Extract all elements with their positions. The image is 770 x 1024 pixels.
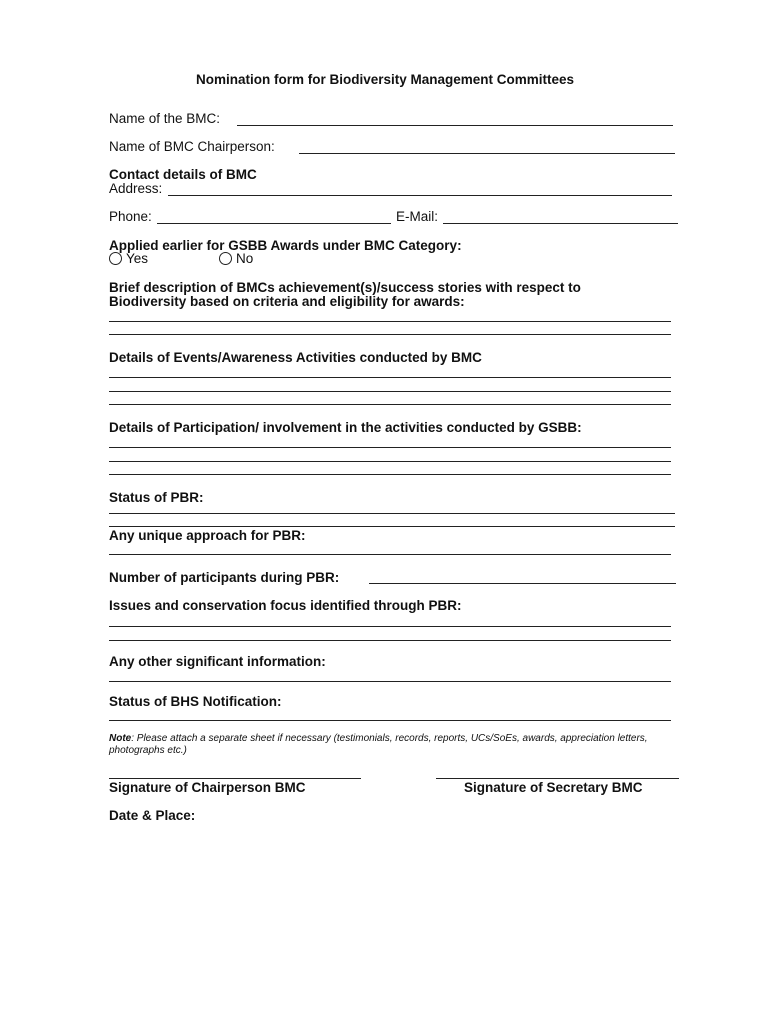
applied-yes-option[interactable]	[109, 251, 148, 266]
no-label: No	[236, 251, 254, 266]
participants-label: Number of participants during PBR:	[109, 570, 340, 585]
events-line-2[interactable]	[109, 391, 671, 392]
note-label: Note	[109, 733, 132, 744]
no-radio[interactable]	[219, 252, 232, 265]
chairperson-signature-label: Signature of Chairperson BMC	[109, 780, 306, 795]
email-field[interactable]	[443, 208, 678, 224]
secretary-signature-line[interactable]	[436, 778, 679, 779]
pbr-status-line-1[interactable]	[109, 513, 675, 514]
issues-line-1[interactable]	[109, 626, 671, 627]
chairperson-label: Name of BMC Chairperson:	[109, 139, 275, 154]
brief-line-2[interactable]	[109, 334, 671, 335]
contact-heading: Contact details of BMC	[109, 167, 257, 182]
chairperson-field[interactable]	[299, 138, 675, 154]
bmc-name-label: Name of the BMC:	[109, 111, 221, 126]
events-heading: Details of Events/Awareness Activities conducted by BMC	[109, 350, 482, 365]
pbr-status-heading: Status of PBR:	[109, 490, 204, 505]
phone-label: Phone:	[109, 209, 152, 224]
phone-underline	[157, 223, 391, 224]
phone-field[interactable]	[157, 208, 391, 224]
participation-heading: Details of Participation/ involvement in the activities conducted by GSBB:	[109, 420, 582, 435]
events-line-3[interactable]	[109, 404, 671, 405]
yes-label: Yes	[126, 251, 149, 266]
bhs-status-line[interactable]	[109, 720, 671, 721]
applied-question: Applied earlier for GSBB Awards under BMC Category:	[109, 238, 462, 253]
email-underline	[443, 223, 678, 224]
secretary-signature-label: Signature of Secretary BMC	[464, 780, 643, 795]
issues-line-2[interactable]	[109, 640, 671, 641]
chairperson-underline	[299, 153, 675, 154]
applied-no-option[interactable]	[219, 251, 253, 266]
pbr-status-line-2[interactable]	[109, 526, 675, 527]
brief-line-1[interactable]	[109, 321, 671, 322]
address-field[interactable]	[168, 180, 672, 196]
note-text: : Please attach a separate sheet if necessary (testimonials, records, reports, UCs/SoEs, awards, appreciation letters, photographs etc.)	[109, 733, 648, 756]
chairperson-signature-line[interactable]	[109, 778, 361, 779]
bmc-name-underline	[237, 125, 673, 126]
brief-description-heading-line2: Biodiversity based on criteria and eligibility for awards:	[109, 294, 465, 309]
brief-description-heading-line1: Brief description of BMCs achievement(s)/success stories with respect to	[109, 280, 581, 295]
other-info-line[interactable]	[109, 681, 671, 682]
participation-line-2[interactable]	[109, 461, 671, 462]
date-place-label: Date & Place:	[109, 808, 196, 823]
unique-approach-heading: Any unique approach for PBR:	[109, 528, 306, 543]
bhs-status-heading: Status of BHS Notification:	[109, 694, 282, 709]
other-info-heading: Any other significant information:	[109, 654, 326, 669]
address-underline	[168, 195, 672, 196]
participants-underline	[369, 583, 676, 584]
unique-approach-line[interactable]	[109, 554, 671, 555]
participation-line-1[interactable]	[109, 447, 671, 448]
events-line-1[interactable]	[109, 377, 671, 378]
issues-heading: Issues and conservation focus identified through PBR:	[109, 598, 462, 613]
address-label: Address:	[109, 181, 163, 196]
participation-line-3[interactable]	[109, 474, 671, 475]
yes-radio[interactable]	[109, 252, 122, 265]
bmc-name-field[interactable]	[237, 110, 673, 126]
page-title: Nomination form for Biodiversity Management Committees	[195, 72, 575, 87]
email-label: E-Mail:	[396, 209, 439, 224]
attachment-note	[109, 733, 684, 757]
